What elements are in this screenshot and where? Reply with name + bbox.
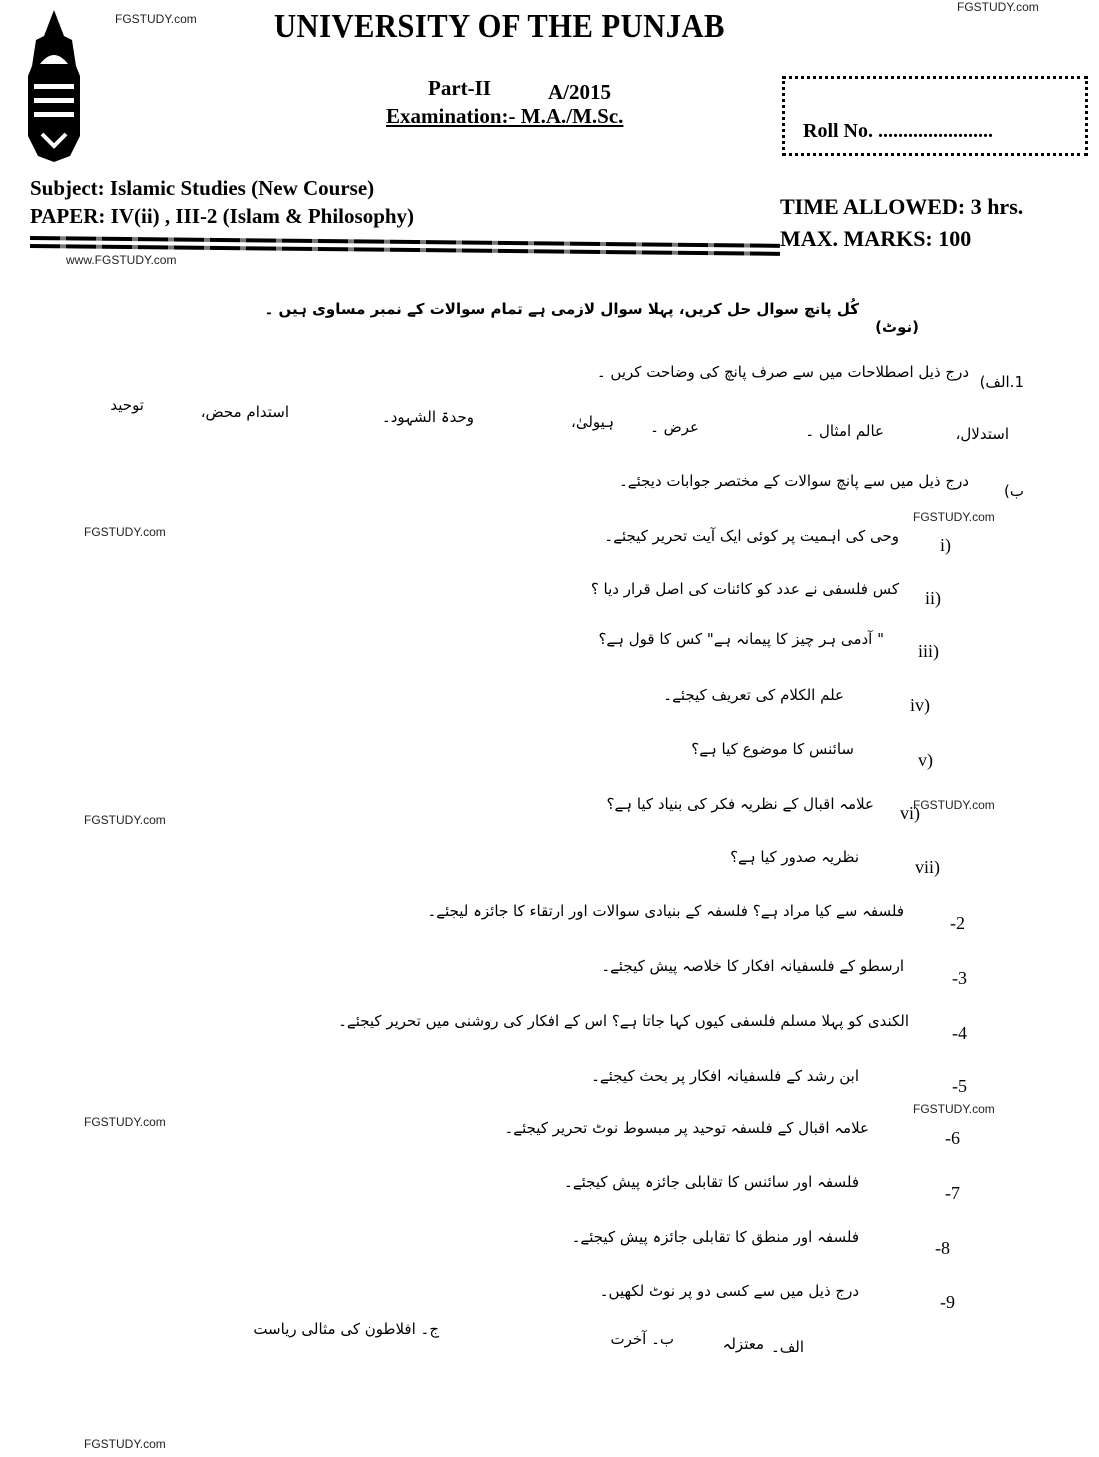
roll-number-box xyxy=(782,76,1088,156)
time-allowed: TIME ALLOWED: 3 hrs. xyxy=(780,194,1024,219)
question-number: -9 xyxy=(940,1292,955,1312)
paper-label: PAPER: IV(ii) , III-2 (Islam & Philosophy) xyxy=(30,204,415,228)
term: استدام محض، xyxy=(200,403,289,421)
short-question: وحی کی اہمیت پر کوئی ایک آیت تحریر کیجئے۔ xyxy=(604,527,899,545)
question-number: -4 xyxy=(952,1023,967,1043)
question-text: الکندی کو پہلا مسلم فلسفی کیوں کہا جاتا ہے؟ اس کے افکار کی روشنی میں تحریر کیجئے۔ xyxy=(338,1012,909,1030)
question-number: -5 xyxy=(952,1076,967,1096)
q9-option-label: الف۔ xyxy=(770,1338,804,1356)
short-question: سائنس کا موضوع کیا ہے؟ xyxy=(691,740,854,758)
short-q-number: vii) xyxy=(915,857,940,877)
term: عالم امثال ۔ xyxy=(805,422,884,440)
short-q-number: iv) xyxy=(910,695,930,715)
question-number: -3 xyxy=(952,968,967,988)
examination-label: Examination:- M.A./M.Sc. xyxy=(386,104,624,128)
q9-option: ج۔ افلاطون کی مثالی ریاست xyxy=(253,1320,439,1338)
question-text: درج ذیل میں سے کسی دو پر نوٹ لکھیں۔ xyxy=(599,1282,859,1300)
watermark: FGSTUDY.com xyxy=(913,798,995,812)
short-question: کس فلسفی نے عدد کو کائنات کی اصل قرار دیا ؟ xyxy=(590,580,899,598)
question-text: علامہ اقبال کے فلسفہ توحید پر مبسوط نوٹ تحریر کیجئے۔ xyxy=(504,1119,869,1137)
university-logo xyxy=(14,6,94,166)
question-number: -6 xyxy=(945,1128,960,1148)
part-label: Part-II xyxy=(428,76,491,100)
watermark: FGSTUDY.com xyxy=(84,813,166,827)
question-number: -2 xyxy=(950,913,965,933)
term: وحدۃ الشہود۔ xyxy=(381,408,474,426)
max-marks: MAX. MARKS: 100 xyxy=(780,226,972,251)
q9-option: ب۔ آخرت xyxy=(610,1330,674,1348)
university-title: UNIVERSITY OF THE PUNJAB xyxy=(274,8,725,45)
watermark: FGSTUDY.com xyxy=(84,1437,166,1451)
watermark: FGSTUDY.com xyxy=(84,525,166,539)
watermark: FGSTUDY.com xyxy=(84,1115,166,1129)
question-number: -8 xyxy=(935,1238,950,1258)
short-q-number: vi) xyxy=(900,803,920,823)
term: عرض ۔ xyxy=(650,418,699,436)
subject-label: Subject: Islamic Studies (New Course) xyxy=(30,176,375,200)
watermark: FGSTUDY.com xyxy=(115,12,197,26)
short-q-number: ii) xyxy=(925,588,941,608)
question-text: ابن رشد کے فلسفیانہ افکار پر بحث کیجئے۔ xyxy=(591,1067,859,1085)
watermark: www.FGSTUDY.com xyxy=(66,253,177,267)
short-question: علامہ اقبال کے نظریہ فکر کی بنیاد کیا ہے؟ xyxy=(606,795,874,813)
q9-option: معتزلہ xyxy=(722,1335,764,1353)
question-number: -7 xyxy=(945,1183,960,1203)
watermark: FGSTUDY.com xyxy=(957,0,1039,14)
q1a-label: 1.الف) xyxy=(979,373,1024,391)
q1b-label: ب) xyxy=(1004,482,1024,500)
term: استدلال، xyxy=(955,425,1009,443)
short-q-number: i) xyxy=(940,535,951,555)
question-text: فلسفہ اور سائنس کا تقابلی جائزہ پیش کیجئے۔ xyxy=(564,1173,859,1191)
question-text: فلسفہ اور منطق کا تقابلی جائزہ پیش کیجئے۔ xyxy=(571,1228,859,1246)
short-question: علم الکلام کی تعریف کیجئے۔ xyxy=(663,686,844,704)
term: توحید xyxy=(110,396,144,414)
short-question: نظریہ صدور کیا ہے؟ xyxy=(730,848,859,866)
watermark: FGSTUDY.com xyxy=(913,510,995,524)
note-label: (نوٹ) xyxy=(875,318,919,336)
question-text: ارسطو کے فلسفیانہ افکار کا خلاصہ پیش کیجئے۔ xyxy=(601,957,904,975)
q1a-text: درج ذیل اصطلاحات میں سے صرف پانچ کی وضاحت کریں ۔ xyxy=(596,363,969,381)
note-text: کُل پانچ سوال حل کریں، پہلا سوال لازمی ہے تمام سوالات کے نمبر مساوی ہیں ۔ xyxy=(264,300,859,318)
roll-number-field: Roll No. ....................... xyxy=(803,120,993,142)
question-text: فلسفہ سے کیا مراد ہے؟ فلسفہ کے بنیادی سوالات اور ارتقاء کا جائزہ لیجئے۔ xyxy=(427,902,904,920)
short-q-number: v) xyxy=(918,750,933,770)
short-question: " آدمی ہر چیز کا پیمانہ ہے" کس کا قول ہے؟ xyxy=(598,630,884,648)
watermark: FGSTUDY.com xyxy=(913,1102,995,1116)
q1b-text: درج ذیل میں سے پانچ سوالات کے مختصر جوابات دیجئے۔ xyxy=(619,472,969,490)
session-label: A/2015 xyxy=(548,80,611,104)
short-q-number: iii) xyxy=(918,641,939,661)
term: ہیولیٰ، xyxy=(571,413,614,431)
